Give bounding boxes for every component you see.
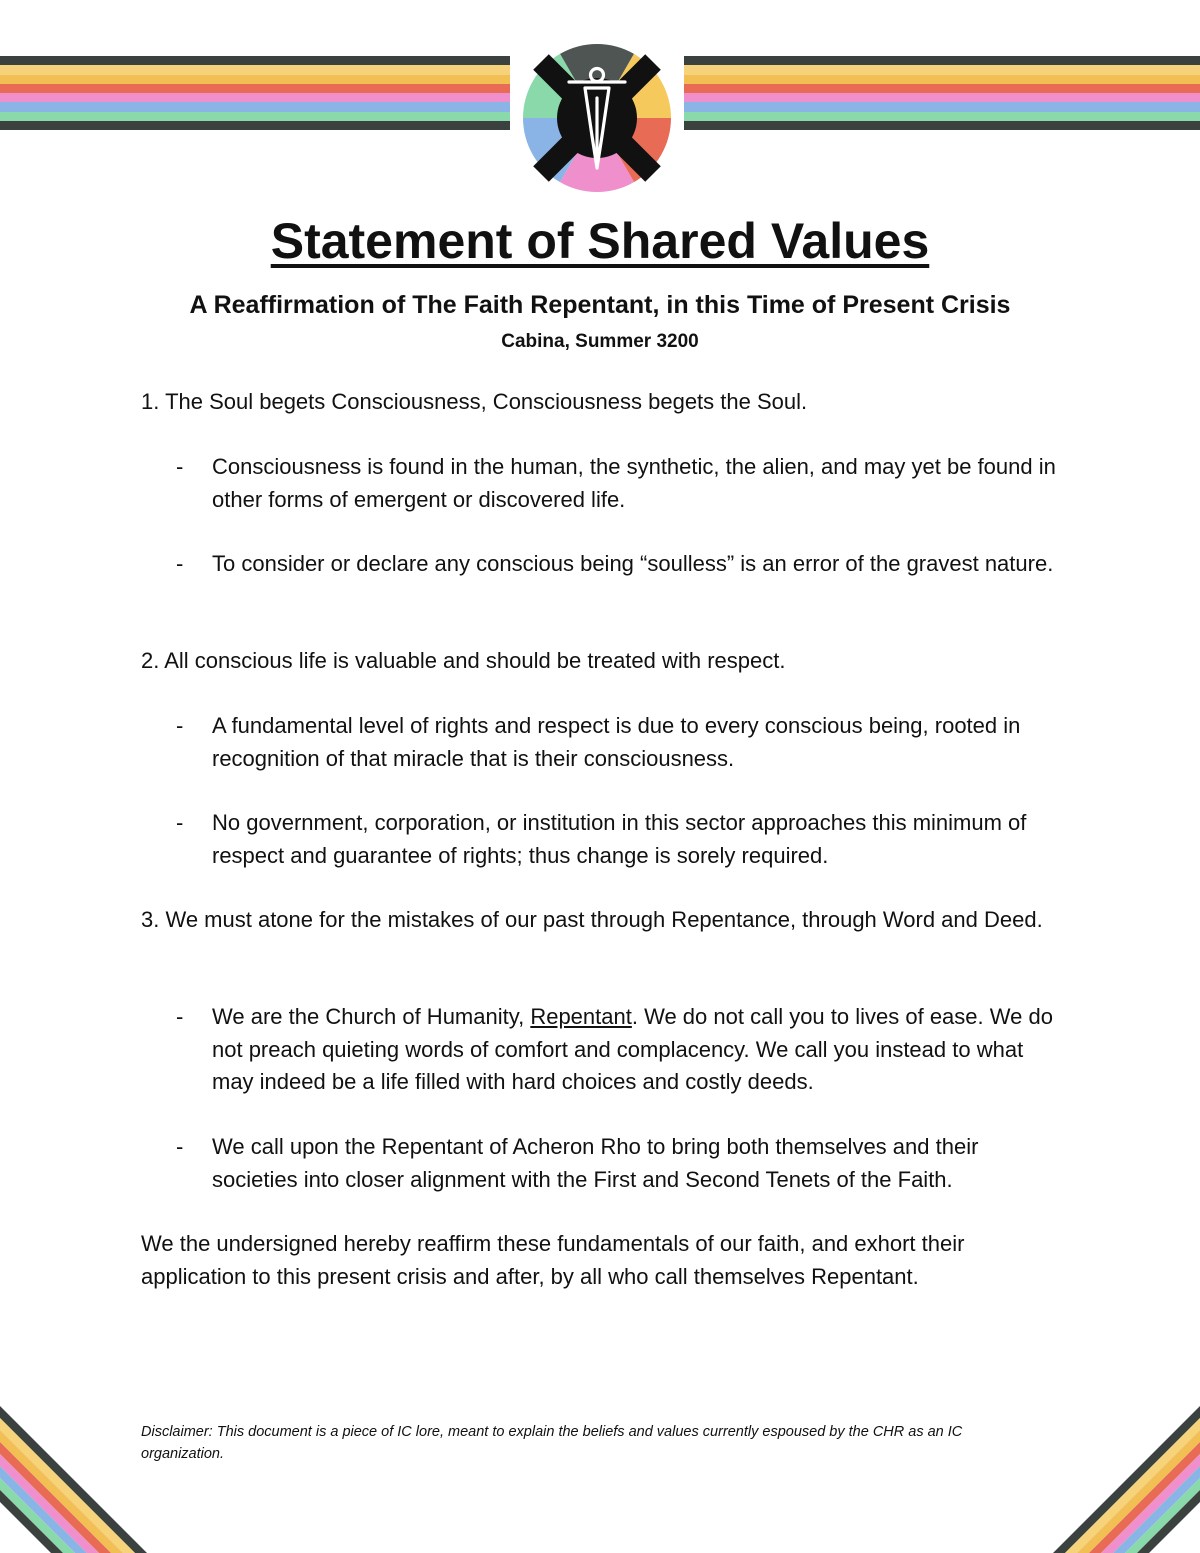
page-title: Statement of Shared Values (270, 213, 930, 269)
bullet-text-end: . We do not call you to lives of ease. We do not preach quieting words of comfort and complacency. We call you instead to what may indeed be a life filled with hard choices and costly deeds. (212, 1004, 1053, 1094)
stripe (0, 112, 510, 121)
bullet-text: No government, corporation, or institution in this sector approaches this minimum of respect and guarantee of rights; thus change is sorely required. (212, 810, 1027, 868)
stripe (684, 93, 1200, 102)
tenet-2-bullet-2 (176, 807, 1056, 872)
rainbow-stripe-band-right (684, 56, 1200, 130)
tenet-2-heading: 2. All conscious life is valuable and should be treated with respect. (141, 648, 786, 673)
stripe (0, 84, 510, 93)
stripe (0, 102, 510, 111)
stripe (0, 121, 510, 130)
tenet-3-bullet-2 (176, 1131, 1056, 1196)
tenet-1-heading: 1. The Soul begets Consciousness, Consciousness begets the Soul. (141, 389, 808, 414)
tenet-1-bullet-2 (176, 548, 1056, 581)
disclaimer: Disclaimer: This document is a piece of IC lore, meant to explain the beliefs and values currently espoused by the CHR as an IC organization. (141, 1424, 963, 1462)
tenet-2-bullet-1 (176, 710, 1056, 775)
bullet-text: Consciousness is found in the human, the synthetic, the alien, and may yet be found in other forms of emergent or discovered life. (212, 454, 1056, 512)
bullet-text: We call upon the Repentant of Acheron Rho to bring both themselves and their societies into closer alignment with the First and Second Tenets of the Faith. (212, 1134, 979, 1192)
bullet-marker: - (176, 454, 184, 479)
stripe (0, 65, 510, 74)
page-subtitle: A Reaffirmation of The Faith Repentant, in this Time of Present Crisis (189, 291, 1011, 319)
church-emblem-icon (523, 44, 671, 192)
stripe (684, 65, 1200, 74)
place-date: Cabina, Summer 3200 (501, 331, 699, 352)
bullet-text: To consider or declare any conscious being “soulless” is an error of the gravest nature. (212, 551, 1054, 576)
rainbow-corner-left (0, 1406, 150, 1553)
bullet-text: A fundamental level of rights and respect is due to every conscious being, rooted in recognition of that miracle that is their consciousness. (212, 713, 1021, 771)
stripe (684, 102, 1200, 111)
bullet-marker: - (176, 810, 184, 835)
tenet-3-bullet-1 (176, 1001, 1056, 1099)
repentant-underlined: Repentant (530, 1004, 632, 1029)
rainbow-stripe-band-left (0, 56, 510, 130)
bullet-text (212, 1001, 1056, 1099)
bullet-marker: - (176, 551, 184, 576)
stripe (0, 56, 510, 65)
stripe (684, 56, 1200, 65)
stripe (684, 121, 1200, 130)
rainbow-corner-right (1050, 1406, 1200, 1553)
closing-paragraph: We the undersigned hereby reaffirm these fundamentals of our faith, and exhort their application to this present crisis and after, by all who call themselves Repentant. (141, 1231, 965, 1289)
bullet-marker: - (176, 713, 184, 738)
stripe (0, 93, 510, 102)
tenet-3-heading: 3. We must atone for the mistakes of our past through Repentance, through Word and Deed. (141, 907, 1043, 932)
stripe (684, 75, 1200, 84)
bullet-marker: - (176, 1004, 184, 1029)
bullet-text-start: We are the Church of Humanity, (212, 1004, 531, 1029)
stripe (684, 112, 1200, 121)
stripe (684, 84, 1200, 93)
bullet-marker: - (176, 1134, 184, 1159)
tenet-1-bullet-1 (176, 451, 1056, 516)
stripe (0, 75, 510, 84)
